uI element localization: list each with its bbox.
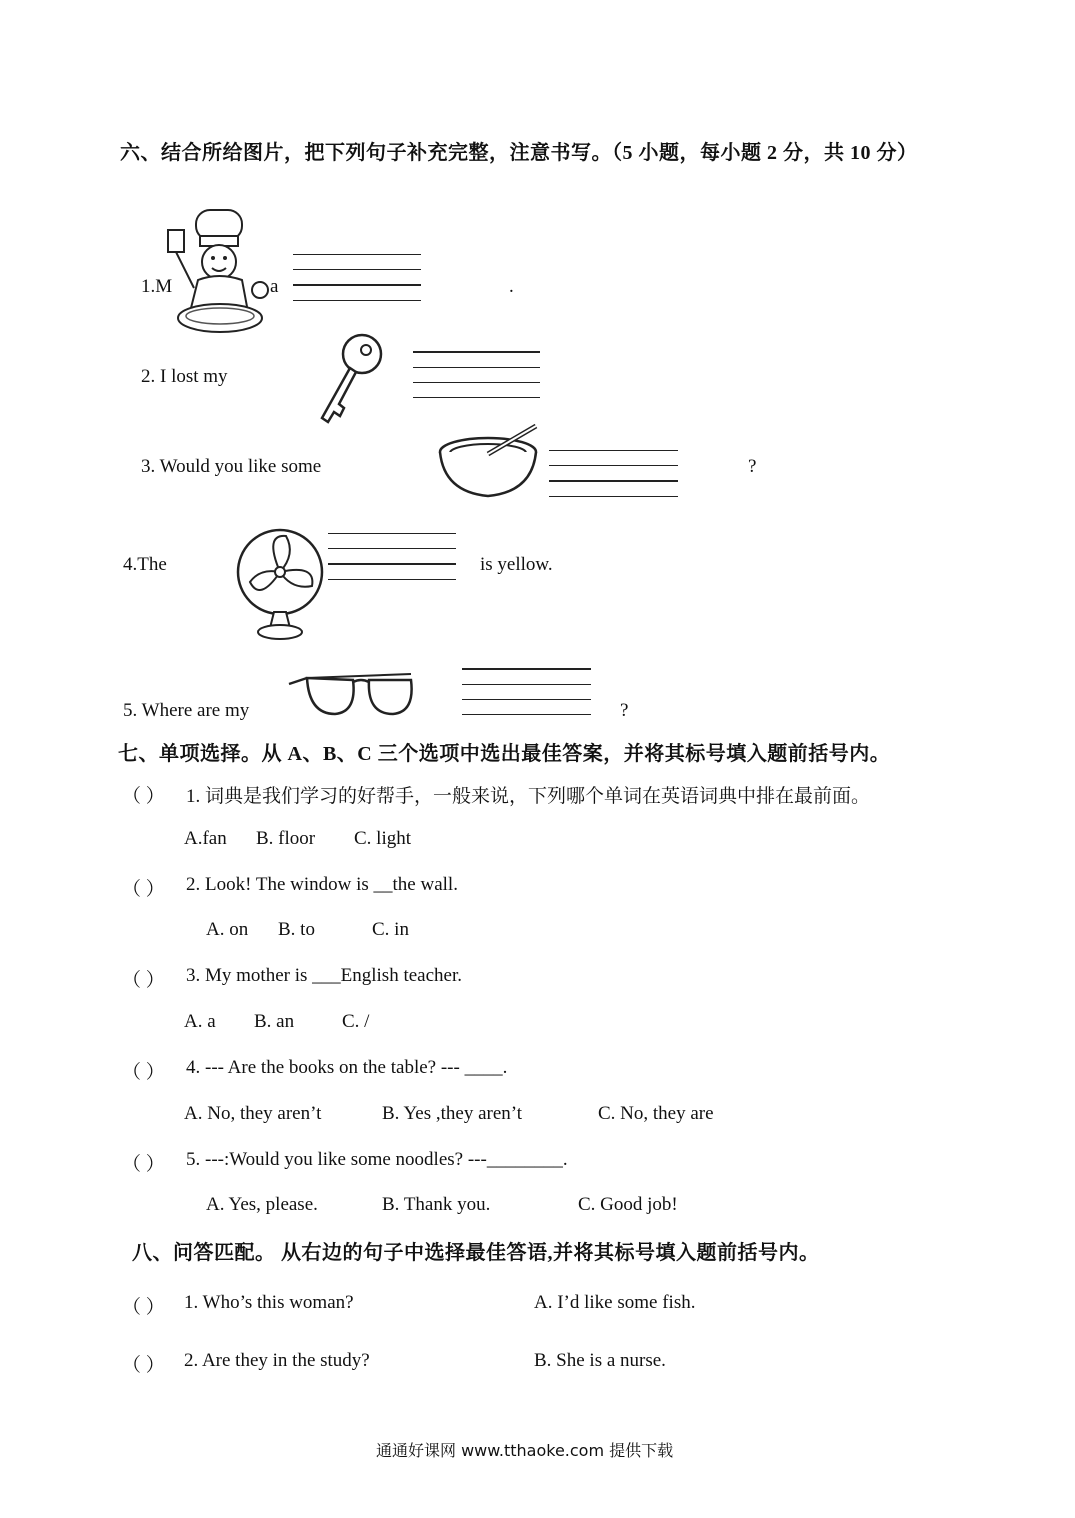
q3-answer-lines[interactable] — [549, 450, 678, 511]
s7-q4-bracket[interactable]: （ ） — [122, 1062, 165, 1083]
s8-q2-bracket[interactable]: （ ） — [122, 1355, 165, 1376]
section6-heading: 六、结合所给图片，把下列句子补充完整，注意书写。（5 小题，每小题 2 分，共 10 分） — [120, 142, 918, 164]
s7-q1-bracket[interactable]: （ ） — [122, 786, 165, 807]
q1-suffix: . — [509, 276, 514, 297]
s7-q2-bracket[interactable]: （ ） — [122, 879, 165, 900]
q1-mid: a — [270, 276, 279, 297]
fan-icon — [234, 524, 326, 644]
q2-answer-lines[interactable] — [413, 351, 540, 412]
s7-q5-option-b: B. Thank you. — [382, 1194, 491, 1215]
s7-q3-option-c: C. / — [342, 1011, 370, 1032]
s7-q4-option-a: A. No, they aren’t — [184, 1103, 322, 1124]
s7-q4-text: 4. --- Are the books on the table? --- ____. — [186, 1057, 508, 1078]
s8-a2-text: B. She is a nurse. — [534, 1350, 666, 1371]
s7-q2-option-a: A. on — [206, 919, 249, 940]
s7-q1-option-a: A.fan — [184, 828, 227, 849]
q4-suffix: is yellow. — [480, 554, 553, 575]
s7-q2-text: 2. Look! The window is __the wall. — [186, 874, 458, 895]
s7-q3-option-b: B. an — [254, 1011, 295, 1032]
s7-q3-bracket[interactable]: （ ） — [122, 970, 165, 991]
chef-icon — [160, 200, 285, 350]
s7-q1-option-c: C. light — [354, 828, 412, 849]
q3-suffix: ? — [748, 456, 757, 477]
s8-a1-text: A. I’d like some fish. — [534, 1292, 696, 1313]
q5-suffix: ? — [620, 700, 629, 721]
q4-answer-lines[interactable] — [328, 533, 456, 594]
s7-q1-text: 1. 词典是我们学习的好帮手，一般来说，下列哪个单词在英语词典中排在最前面。 — [186, 786, 871, 807]
s7-q5-option-c: C. Good job! — [578, 1194, 678, 1215]
section8-heading: 八、问答匹配。 从右边的句子中选择最佳答语,并将其标号填入题前括号内。 — [132, 1242, 820, 1264]
q2-prefix: 2. I lost my — [141, 366, 228, 387]
key-icon — [312, 332, 387, 427]
s7-q2-option-c: C. in — [372, 919, 409, 940]
q5-prefix: 5. Where are my — [123, 700, 250, 721]
s8-q2-text: 2. Are they in the study? — [184, 1350, 370, 1371]
q3-prefix: 3. Would you like some — [141, 456, 322, 477]
s7-q4-option-c: C. No, they are — [598, 1103, 714, 1124]
footer: 通通好课网 www.tthaoke.com 提供下载 — [376, 1441, 674, 1460]
s7-q3-text: 3. My mother is ___English teacher. — [186, 965, 462, 986]
bowl-icon — [436, 420, 548, 500]
q1-answer-lines[interactable] — [293, 254, 421, 315]
q1-prefix: 1.M — [141, 276, 173, 297]
s7-q3-option-a: A. a — [184, 1011, 216, 1032]
s7-q5-option-a: A. Yes, please. — [206, 1194, 318, 1215]
s7-q5-text: 5. ---:Would you like some noodles? ---________. — [186, 1149, 568, 1170]
s7-q2-option-b: B. to — [278, 919, 315, 940]
s7-q1-option-b: B. floor — [256, 828, 316, 849]
glasses-icon — [287, 664, 419, 724]
s7-q4-option-b: B. Yes ,they aren’t — [382, 1103, 523, 1124]
s7-q5-bracket[interactable]: （ ） — [122, 1154, 165, 1175]
q4-prefix: 4.The — [123, 554, 167, 575]
q5-answer-lines[interactable] — [462, 668, 591, 729]
section7-heading: 七、单项选择。从 A、B、C 三个选项中选出最佳答案，并将其标号填入题前括号内。 — [118, 743, 891, 765]
s8-q1-text: 1. Who’s this woman? — [184, 1292, 354, 1313]
s8-q1-bracket[interactable]: （ ） — [122, 1297, 165, 1318]
